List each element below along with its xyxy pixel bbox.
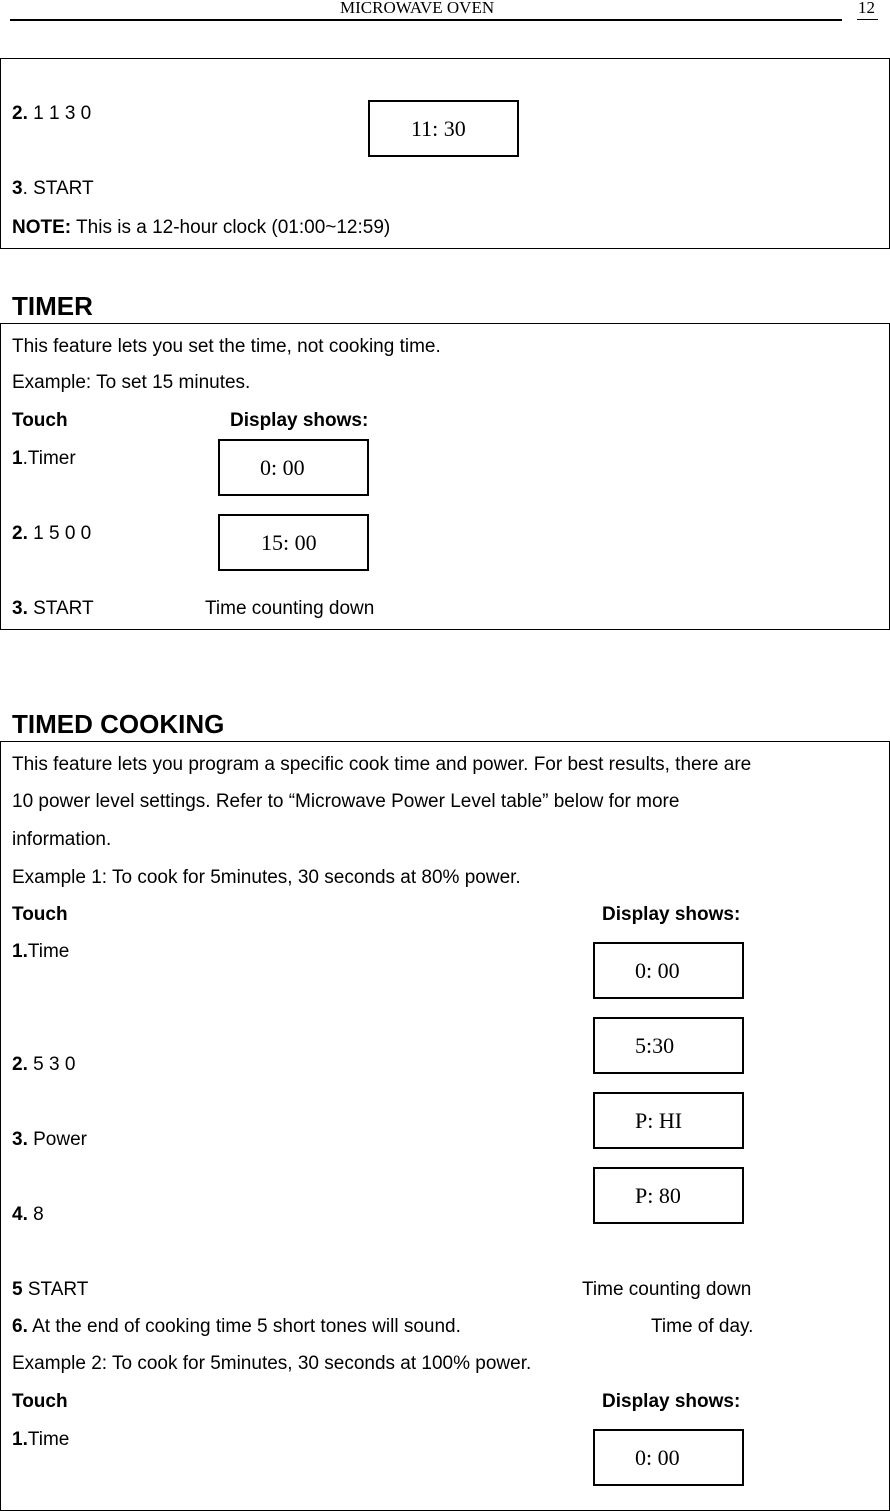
ex1-step-5-result: Time counting down xyxy=(582,1279,752,1300)
page-number-rule xyxy=(857,19,878,20)
ex1-step-6-result: Time of day. xyxy=(651,1316,754,1337)
timed-cooking-touch-label: Touch xyxy=(12,904,68,925)
timer-step-2: 2. 1 5 0 0 xyxy=(12,523,92,544)
timed-cooking-intro-line-3: information. xyxy=(12,829,112,850)
timer-display-label: Display shows: xyxy=(230,410,369,431)
page-header-title: MICROWAVE OVEN xyxy=(340,0,495,17)
ex1-step-2: 2. 5 3 0 xyxy=(12,1054,76,1075)
timed-cooking-section-box xyxy=(0,741,890,1511)
ex1-display-530: 5:30 xyxy=(593,1017,744,1074)
timed-cooking-example-2: Example 2: To cook for 5minutes, 30 seconds at 100% power. xyxy=(12,1353,532,1374)
page-number: 12 xyxy=(858,0,875,17)
timer-heading: TIMER xyxy=(12,291,93,321)
timer-display-1500: 15: 00 xyxy=(218,514,369,571)
clock-step-3: 3. START xyxy=(12,178,94,199)
ex2-touch-label: Touch xyxy=(12,1391,68,1412)
clock-display-1130: 11: 30 xyxy=(368,100,519,157)
timer-step-1: 1.Timer xyxy=(12,448,76,469)
ex1-step-6: 6. At the end of cooking time 5 short tones will sound. xyxy=(12,1316,461,1337)
timed-cooking-intro-line-2: 10 power level settings. Refer to “Microwave Power Level table” below for more xyxy=(12,791,680,812)
ex1-display-000: 0: 00 xyxy=(593,942,744,999)
ex2-display-000: 0: 00 xyxy=(593,1429,744,1486)
clock-note: NOTE: This is a 12-hour clock (01:00~12:59) xyxy=(12,217,391,238)
ex2-step-1: 1.Time xyxy=(12,1429,70,1450)
timer-display-000: 0: 00 xyxy=(218,439,369,496)
ex1-step-1: 1.Time xyxy=(12,941,70,962)
clock-step-2: 2. 1 1 3 0 xyxy=(12,103,92,124)
timer-section-box xyxy=(0,323,890,630)
ex1-step-4: 4. 8 xyxy=(12,1204,44,1225)
timer-intro: This feature lets you set the time, not cooking time. xyxy=(12,336,441,357)
timer-step-3-result: Time counting down xyxy=(205,598,375,619)
timed-cooking-intro-line-1: This feature lets you program a specific cook time and power. For best results, there are xyxy=(12,754,752,775)
timed-cooking-heading: TIMED COOKING xyxy=(12,709,225,739)
ex1-step-3: 3. Power xyxy=(12,1129,87,1150)
header-rule xyxy=(10,19,842,21)
timer-touch-label: Touch xyxy=(12,410,68,431)
timed-cooking-display-label: Display shows: xyxy=(602,904,741,925)
ex1-step-5: 5 START xyxy=(12,1279,89,1300)
timed-cooking-example-1: Example 1: To cook for 5minutes, 30 seconds at 80% power. xyxy=(12,867,521,888)
ex1-display-phi: P: HI xyxy=(593,1092,744,1149)
timer-example: Example: To set 15 minutes. xyxy=(12,372,251,393)
ex2-display-label: Display shows: xyxy=(602,1391,741,1412)
ex1-display-p80: P: 80 xyxy=(593,1167,744,1224)
timer-step-3: 3. START xyxy=(12,598,94,619)
